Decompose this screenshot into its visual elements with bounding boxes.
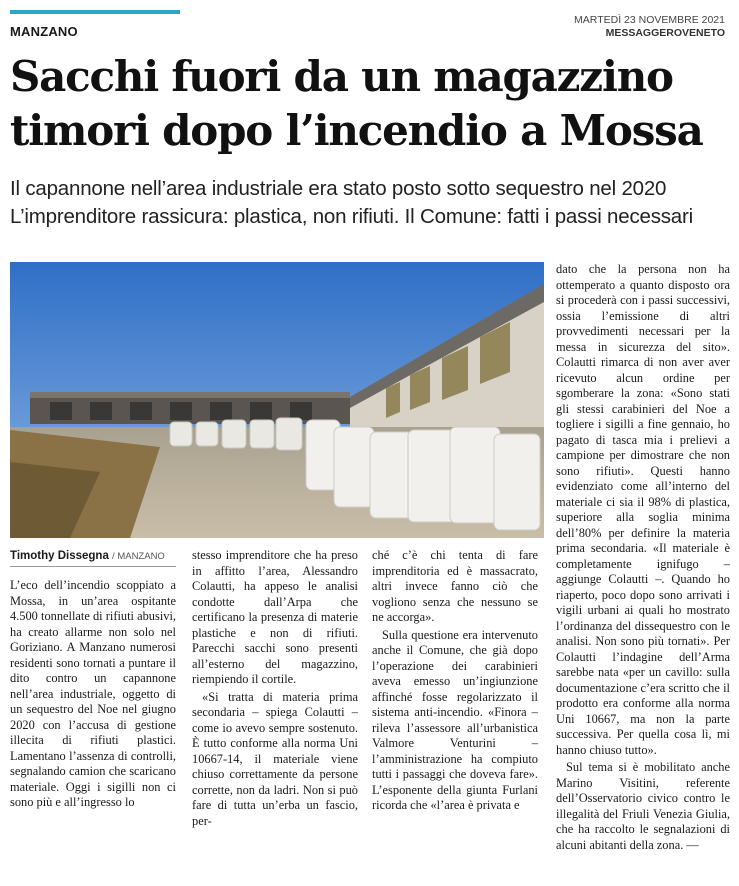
- column-2: [192, 548, 358, 829]
- paragraph: «Si tratta di materia prima secondaria – spiega Colautti – come io avevo sempre sostenuto. È tutto conforme alla norma Uni 10667-14, il materiale viene chiuso correttamente da persone corrette, non da ladri. Non si può fare di tutta un’erba un fascio, per-: [192, 689, 358, 828]
- byline: [10, 550, 165, 562]
- paragraph: stesso imprenditore che ha preso in affitto l’area, Alessandro Colautti, ha appeso le analisi condotte dall’Arpa che certificano la presenza di materie plastiche e non di rifiuti. Parecchi sacchi sono presenti all’esterno del magazzino, riempiendo il cortile.: [192, 548, 358, 686]
- dateline: [574, 14, 725, 40]
- headline: Sacchi fuori da un magazzino timori dopo l’incendio a Mossa: [10, 52, 703, 155]
- paragraph: Sul tema si è mobilitato anche Marino Visitini, referente dell’Osservatorio civico contro le illegalità del Friuli Venezia Giulia, che ha raccolto le segnalazioni di alcuni abitanti della zona. —: [556, 760, 730, 852]
- section-accent-bar: [10, 10, 180, 14]
- byline-location: / MANZANO: [112, 551, 165, 562]
- column-1: [10, 578, 176, 811]
- byline-rule: [10, 566, 176, 567]
- paragraph: dato che la persona non ha ottemperato a quanto disposto ora si procederà con i passi successivi, ossia l’emissione di altri provvedimenti necessari per la messa in sicurezza del sito». Colautti rimarca di non aver aver ricevuto alcun ordine per sgomberare la zona: «Sono stati gli stessi carabinieri del Noe a togliere i sigilli a fine gennaio, ho pagato di tasca mia i prelievi a campione per dimostrare che non sono rifiuti». Questi hanno evidenziato come all’interno del materiale ci sia il 98% di plastica, superiore alla soglia minima dell’80% per definire la materia prima secondaria. «Il materiale è completamente ignifugo – aggiunge Colautti –. Quando ho riaperto, poco dopo sono arrivati i vigili urbani ai quali ho mostrato l’ordinanza del dissequestro con le analisi. Non sono più tornati». Per Colautti l’indagine dell’Arma sarebbe nata «per un cavillo: sulla documentazione c’era scritto che il prodotto era conforme alla norma Uni 10667, ma non la parte successiva. Per quella cosa lì, mi hanno chiuso tutto».: [556, 262, 730, 757]
- publication-date: MARTEDÌ 23 NOVEMBRE 2021: [574, 14, 725, 26]
- newspaper-name: MESSAGGEROVENETO: [605, 27, 725, 39]
- paragraph: ché c’è chi tenta di fare imprenditoria ed è massacrato, altri invece fanno ciò che vogliono senza che nessuno se ne accorga».: [372, 548, 538, 624]
- subhead-line-1: Il capannone nell’area industriale era stato posto sotto sequestro nel 2020: [10, 177, 667, 200]
- warehouse-photo-illustration: [10, 262, 544, 538]
- author-name: Timothy Dissegna: [10, 550, 109, 562]
- column-3: [372, 548, 538, 814]
- article-photo: [10, 262, 544, 538]
- section-label: MANZANO: [10, 24, 78, 39]
- subheadline: [10, 175, 735, 231]
- paragraph: Sulla questione era intervenuto anche il Comune, che già dopo l’operazione dei carabinieri aveva emesso un’ingiunzione affinché fosse regolarizzato il sistema anti-incendio. «Finora – rileva l’assessore all’urbanistica Valmore Venturini – l’amministrazione ha compiuto tutti i passaggi che doveva fare». L’esponente della giunta Furlani ricorda che «l’area è privata e: [372, 627, 538, 812]
- paragraph: L’eco dell’incendio scoppiato a Mossa, in un’area ospitante 4.500 tonnellate di rifiuti abusivi, ha creato allarme non solo nel Goriziano. A Manzano numerosi residenti sono tornati a puntare il dito contro un capannone nell’area industriale, oggetto di un sequestro del Noe nel giugno 2020 con l’accusa di gestione illecita di rifiuti plastici. Lamentano l’assenza di controlli, segnalando camion che scaricano materiale. Oggi i sigilli non ci sono più e all’ingresso lo: [10, 578, 176, 809]
- subhead-line-2: L’imprenditore rassicura: plastica, non rifiuti. Il Comune: fatti i passi necessari: [10, 205, 693, 228]
- column-4: [556, 262, 730, 853]
